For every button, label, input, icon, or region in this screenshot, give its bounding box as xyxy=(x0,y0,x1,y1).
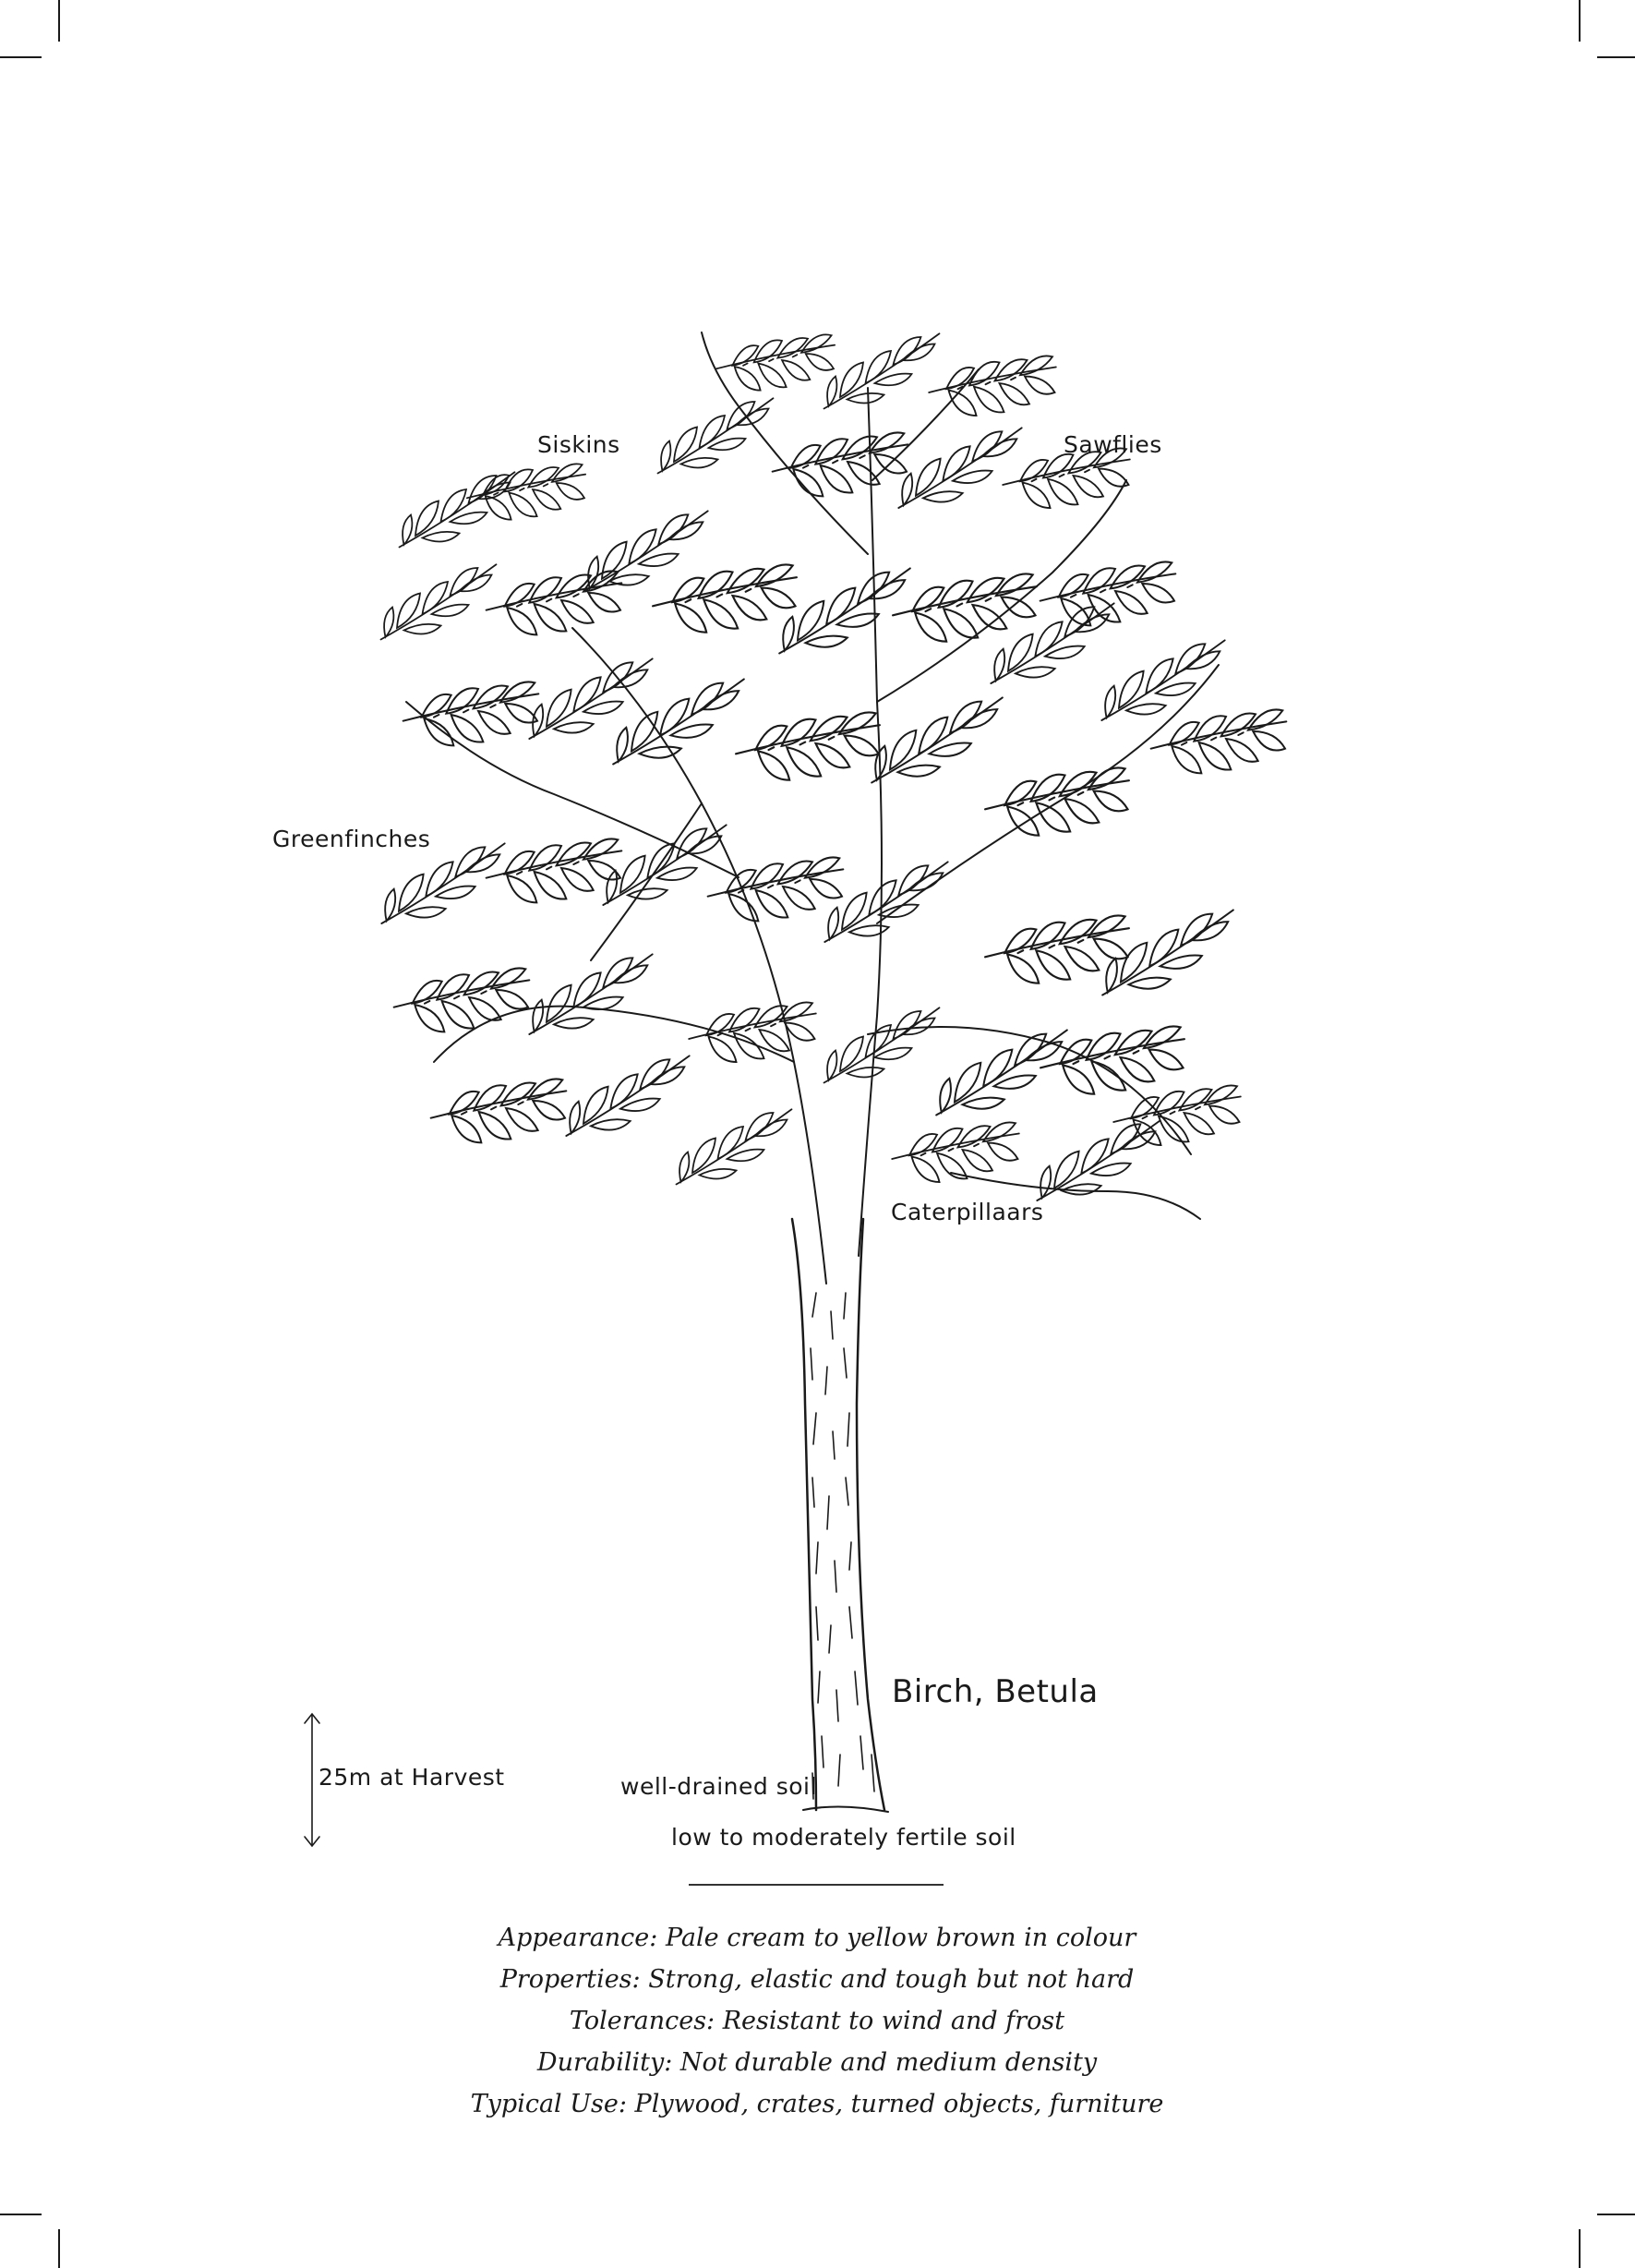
property-properties: Properties: Strong, elastic and tough but not hard xyxy=(499,1965,1135,1994)
height-note: 25m at Harvest xyxy=(319,1764,505,1791)
soil-fertility-note: low to moderately fertile soil xyxy=(671,1824,1016,1851)
label-caterpillars: Caterpillaars xyxy=(891,1199,1044,1225)
label-sawflies: Sawflies xyxy=(1064,431,1162,458)
species-name: Birch, Betula xyxy=(892,1673,1099,1710)
property-durability: Durability: Not durable and medium density xyxy=(536,2048,1098,2077)
wood-properties xyxy=(355,1917,1279,2125)
label-greenfinches: Greenfinches xyxy=(272,826,431,852)
height-arrow xyxy=(305,1714,319,1846)
divider xyxy=(689,1884,944,1886)
label-siskins: Siskins xyxy=(537,431,620,458)
soil-drainage-note: well-drained soil xyxy=(620,1773,817,1800)
property-appearance: Appearance: Pale cream to yellow brown in colour xyxy=(498,1924,1136,1952)
property-typical-use: Typical Use: Plywood, crates, turned objects, furniture xyxy=(470,2090,1164,2118)
property-tolerances: Tolerances: Resistant to wind and frost xyxy=(569,2007,1065,2035)
